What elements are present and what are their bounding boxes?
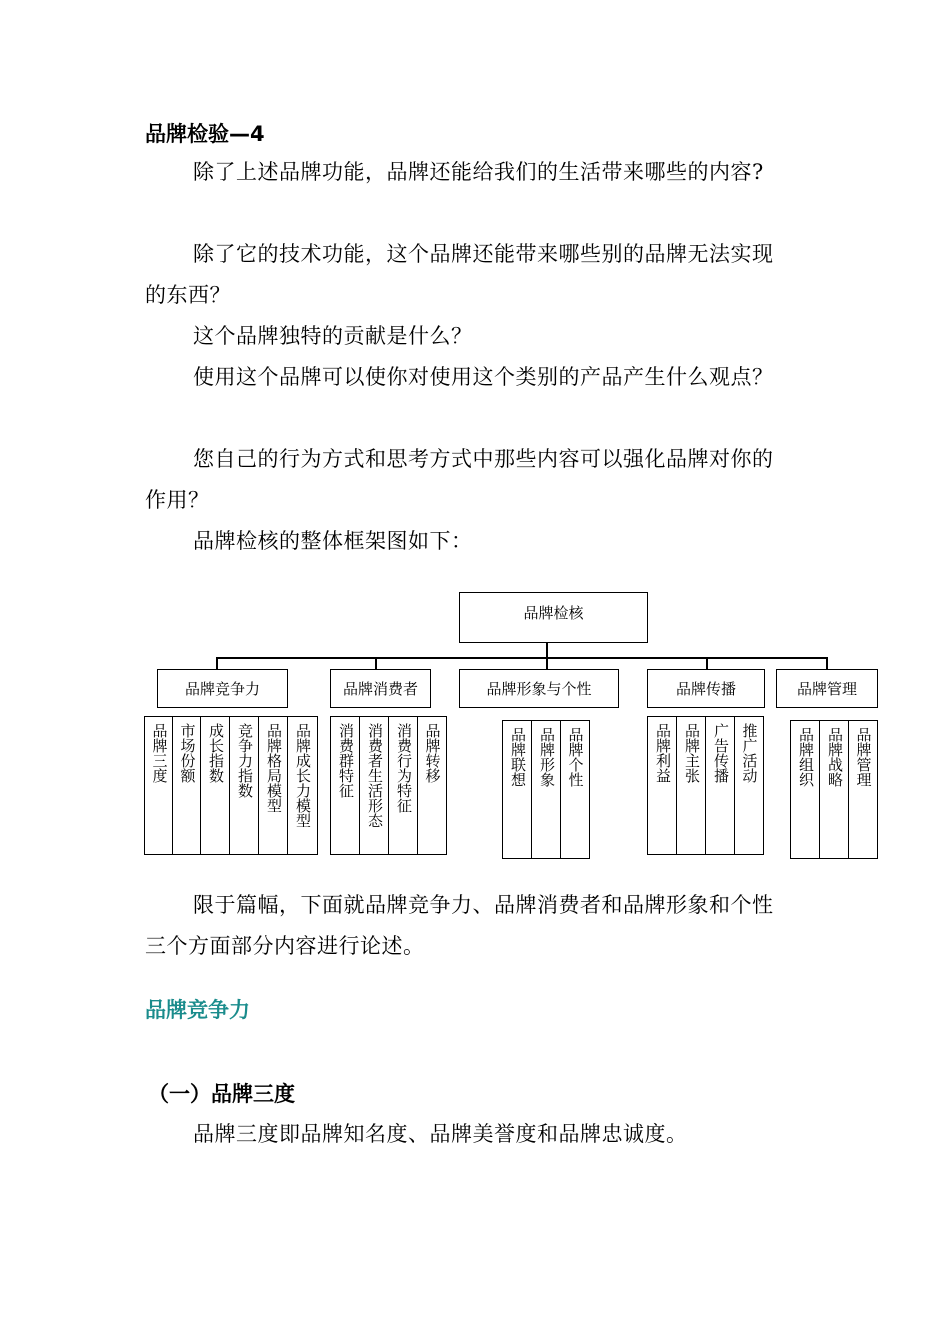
leaf-item: 推广活动 — [734, 716, 764, 855]
leaf-item: 消费行为特征 — [388, 716, 419, 855]
leaf-item: 品牌成长力模型 — [287, 716, 318, 855]
leaf-item: 品牌管理 — [848, 720, 878, 859]
connector-line — [826, 657, 828, 669]
paragraph: 除了上述品牌功能，品牌还能给我们的生活带来哪些的内容? — [193, 160, 764, 184]
leaf-item: 品牌组织 — [790, 720, 821, 859]
leaf-item: 消费群特征 — [330, 716, 361, 855]
sub-title: （一）品牌三度 — [148, 1082, 295, 1106]
paragraph: 您自己的行为方式和思考方式中那些内容可以强化品牌对你的作用？ — [145, 447, 774, 512]
leaf-item: 广告传播 — [705, 716, 736, 855]
leaf-item: 品牌利益 — [647, 716, 678, 855]
connector-line — [706, 657, 708, 669]
leaf-item: 成长指数 — [200, 716, 231, 855]
leaf-item: 品牌主张 — [676, 716, 707, 855]
paragraph: 使用这个品牌可以使你对使用这个类别的产品产生什么观点？ — [193, 365, 774, 389]
leaf-item: 品牌联想 — [502, 720, 533, 859]
leaf-item: 品牌三度 — [144, 716, 174, 855]
leaf-item: 品牌转移 — [417, 716, 447, 855]
leaf-item: 品牌形象 — [531, 720, 562, 859]
branch-competitiveness: 品牌竞争力 — [157, 669, 288, 708]
paragraph: 除了它的技术功能，这个品牌还能带来哪些别的品牌无法实现的东西？ — [145, 242, 774, 307]
leaf-item: 市场份额 — [172, 716, 202, 855]
diagram-root: 品牌检核 — [459, 592, 648, 643]
leaf-item: 品牌战略 — [819, 720, 850, 859]
connector-line — [546, 641, 548, 658]
connector-line — [216, 657, 218, 669]
paragraph: 限于篇幅，下面就品牌竞争力、品牌消费者和品牌形象和个性三个方面部分内容进行论述。 — [145, 893, 774, 958]
branch-consumers: 品牌消费者 — [330, 669, 431, 708]
section-title: 品牌竞争力 — [145, 998, 250, 1022]
paragraph: 品牌三度即品牌知名度、品牌美誉度和品牌忠诚度。 — [193, 1122, 688, 1146]
branch-image-personality: 品牌形象与个性 — [459, 669, 619, 708]
page-heading: 品牌检验—4 — [145, 122, 265, 146]
leaf-item: 品牌格局模型 — [258, 716, 289, 855]
paragraph: 这个品牌独特的贡献是什么？ — [193, 324, 473, 348]
connector-line — [546, 657, 548, 669]
branch-communication: 品牌传播 — [647, 669, 765, 708]
leaf-item: 消费者生活形态 — [359, 716, 390, 855]
connector-line — [216, 657, 826, 659]
leaf-item: 品牌个性 — [560, 720, 590, 859]
branch-management: 品牌管理 — [776, 669, 878, 708]
connector-line — [375, 657, 377, 669]
paragraph: 品牌检核的整体框架图如下： — [193, 529, 473, 553]
leaf-item: 竞争力指数 — [229, 716, 260, 855]
